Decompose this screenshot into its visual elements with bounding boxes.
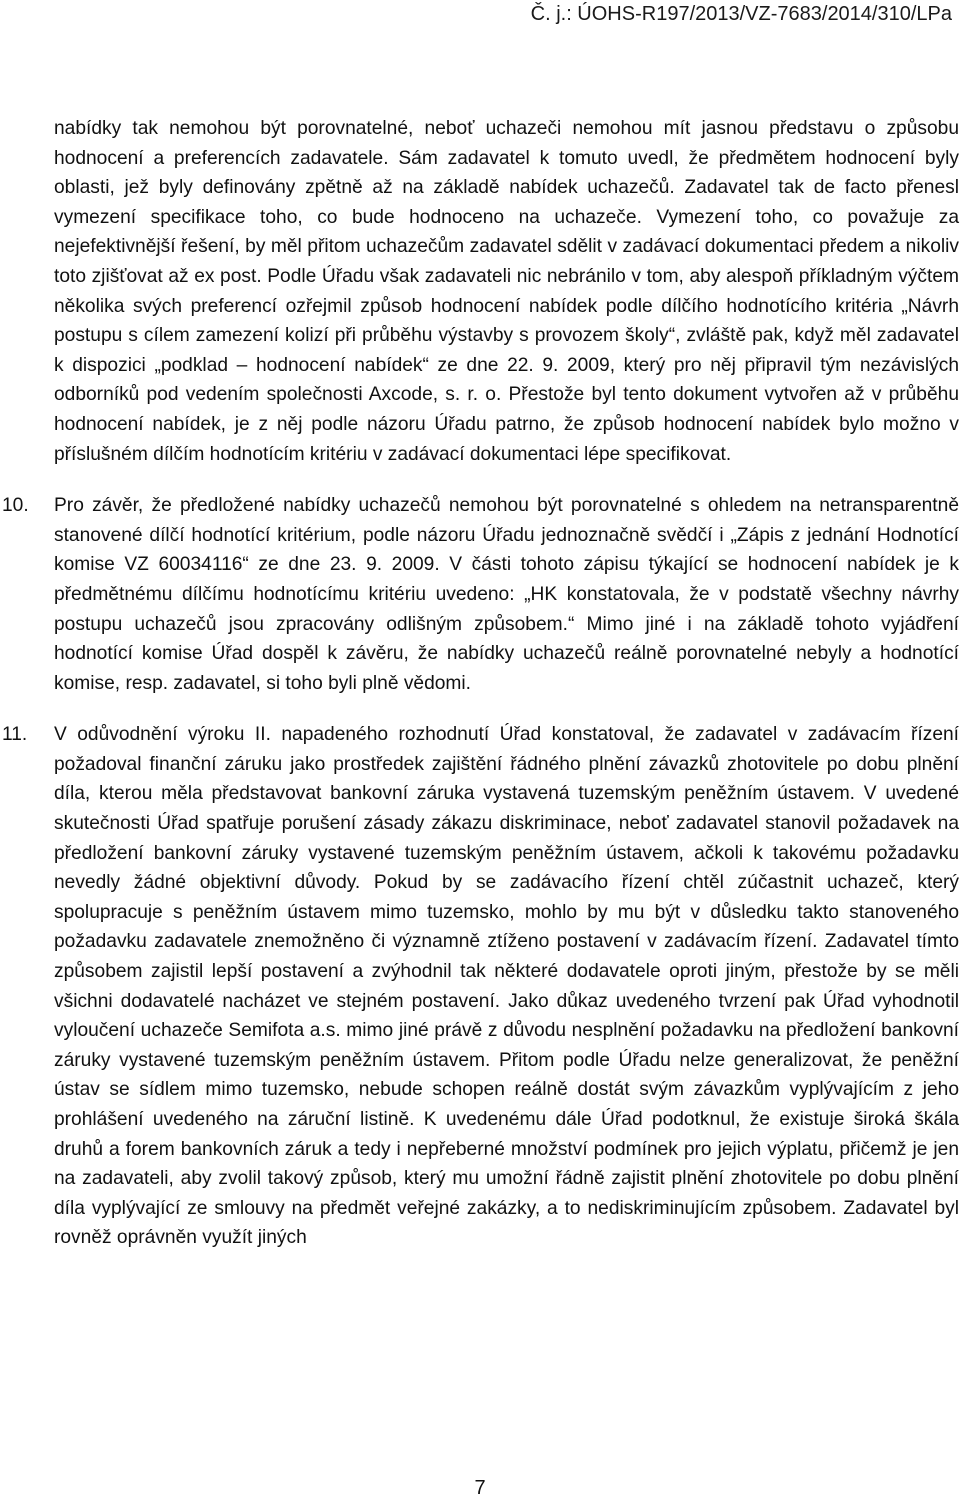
paragraph-text: V odůvodnění výroku II. napadeného rozhodnutí Úřad konstatoval, že zadavatel v zadávacím řízení požadoval finanční záruku jako prostředek zajištění řádného plnění závazků zhotovitele po dobu plnění díla, kterou měla představovat bankovní záruka vystavená tuzemským peněžním ústavem. V uvedené skutečnosti Úřad spatřuje porušení zásady zákazu diskriminace, neboť zadavatel stanovil požadavek na předložení bankovní záruky vystavené tuzemským peněžním ústavem, ačkoli k takovému požadavku nevedly žádné objektivní důvody. Pokud by se zadávacího řízení chtěl zúčastnit uchazeč, který spolupracuje s peněžním ústavem mimo tuzemsko, mohlo by mu být v důsledku takto stanoveného požadavku zadavatele znemožněno či významně ztíženo postavení v zadávacím řízení. Zadavatel tímto způsobem zajistil lepší postavení a zvýhodnil tak některé dodavatele oproti jiným, přestože by se měli všichni dodavatelé nacházet ve stejném postavení. Jako důkaz uvedeného tvrzení pak Úřad vyhodnotil vyloučení uchazeče Semifota a.s. mimo jiné právě z důvodu nesplnění požadavku na předložení bankovní záruky vystavené tuzemským peněžním ústavem. Přitom podle Úřadu nelze generalizovat, že peněžní ústav se sídlem mimo tuzemsko, nebude schopen reálně dostát svým závazkům vyplývajícím z jeho prohlášení uvedeného na záruční listině. K uvedenému dále Úřad podotknul, že existuje široká škála druhů a forem bankovních záruk a tedy i nepřeberné množství podmínek pro jejich výplatu, přičemž je jen na zadavateli, aby zvolil takový způsob, který mu umožní řádně zajistit plnění zhotovitele po dobu plnění díla vyplývající ze smlouvy na předmět veřejné zakázky, a to nediskriminujícím způsobem. Zadavatel byl rovněž oprávněn využít jiných xyxy=(54,724,959,1249)
paragraph-10 xyxy=(2,491,959,698)
paragraph-continuation: nabídky tak nemohou být porovnatelné, neboť uchazeči nemohou mít jasnou představu o způsobu hodnocení a preferencích zadavatele. Sám zadavatel k tomuto uvedl, že předmětem hodnocení byly oblasti, jež byly definovány zpětně až na základě nabídek uchazečů. Zadavatel tak de facto přenesl vymezení specifikace toho, co bude hodnoceno na uchazeče. Vymezení toho, co považuje za nejefektivnější řešení, by měl přitom uchazečům zadavatel sdělit v zadávací dokumentaci předem a nikoliv toto zjišťovat až ex post. Podle Úřadu však zadavateli nic nebránilo v tom, aby alespoň příkladným výčtem několika svých preferencí ozřejmil způsob hodnocení nabídek podle dílčího hodnotícího kritéria „Návrh postupu s cílem zamezení kolizí při průběhu výstavby s provozem školy“, zvláště pak, když měl zadavatel k dispozici „podklad – hodnocení nabídek“ ze dne 22. 9. 2009, který pro něj připravil tým nezávislých odborníků pod vedením společnosti Axcode, s. r. o. Přestože byl tento dokument vytvořen až v průběhu hodnocení nabídek, je z něj podle názoru Úřadu patrno, že způsob hodnocení nabídek bylo možno v příslušném dílčím hodnotícím kritériu v zadávací dokumentaci lépe specifikovat. xyxy=(54,118,959,465)
document-reference: Č. j.: ÚOHS-R197/2013/VZ-7683/2014/310/LPa xyxy=(530,3,952,25)
paragraph-text: Pro závěr, že předložené nabídky uchazečů nemohou být porovnatelné s ohledem na netransparentně stanovené dílčí hodnotící kritérium, podle názoru Úřadu jednoznačně svědčí i „Zápis z jednání Hodnotící komise VZ 60034116“ ze dne 23. 9. 2009. V části tohoto zápisu týkající se hodnocení nabídek je k předmětnému dílčímu hodnotícímu kritériu uvedeno: „HK konstatovala, že v podstatě všechny návrhy postupu uchazečů jsou zpracovány odlišným způsobem.“ Mimo jiné i na základě tohoto vyjádření hodnotící komise Úřad dospěl k závěru, že nabídky uchazečů reálně porovnatelné nebyly a hodnotící komise, resp. zadavatel, si toho byli plně vědomi. xyxy=(54,495,959,694)
paragraph-number: 10. xyxy=(2,495,29,517)
page-number: 7 xyxy=(474,1477,486,1499)
document-body xyxy=(2,114,959,1253)
paragraph-11 xyxy=(2,720,959,1253)
paragraph-number: 11. xyxy=(2,724,28,746)
